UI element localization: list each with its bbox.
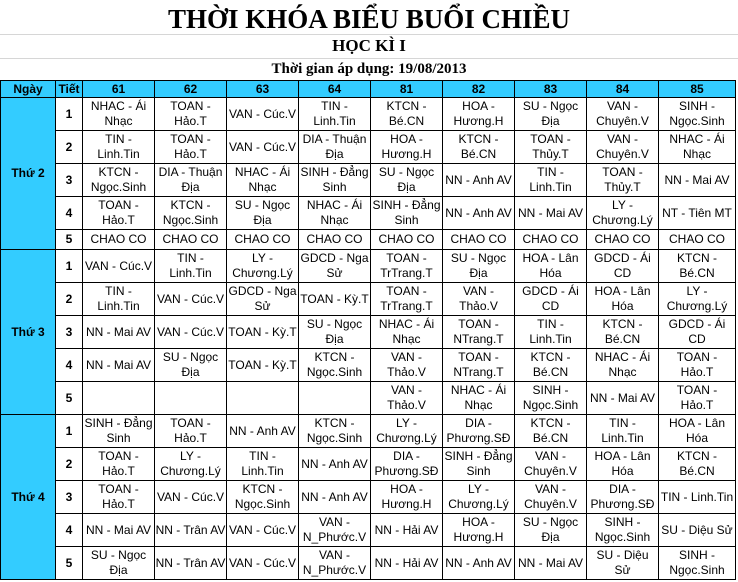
header-class[interactable]: 61 [83, 81, 155, 98]
header-class[interactable]: 62 [155, 81, 227, 98]
schedule-cell[interactable]: VAN - Cúc.V [155, 316, 227, 349]
schedule-cell[interactable]: CHAO CO [515, 230, 587, 250]
schedule-cell[interactable]: TOAN - NTrang.T [443, 316, 515, 349]
timetable-row [1, 98, 736, 131]
day-label[interactable]: Thứ 2 [1, 98, 56, 250]
schedule-cell[interactable]: NHAC - Ái Nhạc [299, 197, 371, 230]
schedule-cell[interactable]: SU - Ngọc Địa [227, 197, 299, 230]
timetable-row [1, 547, 736, 580]
schedule-cell[interactable]: GDCD - Ái CD [659, 316, 736, 349]
timetable-row [1, 230, 736, 250]
period-number[interactable]: 2 [56, 131, 83, 164]
schedule-cell[interactable]: TOAN - Kỳ.T [227, 349, 299, 382]
schedule-cell[interactable]: CHAO CO [227, 230, 299, 250]
schedule-cell[interactable] [299, 382, 371, 415]
header-day[interactable]: Ngày [1, 81, 56, 98]
timetable-row [1, 197, 736, 230]
schedule-cell[interactable]: VAN - Chuyên.V [587, 131, 659, 164]
schedule-cell[interactable]: VAN - Thảo.V [371, 349, 443, 382]
schedule-cell[interactable]: DIA - Thuận Địa [155, 164, 227, 197]
applied-date: Thời gian áp dụng: 19/08/2013 [271, 61, 467, 77]
schedule-cell[interactable]: CHAO CO [587, 230, 659, 250]
schedule-cell[interactable]: LY - Chương.Lý [155, 448, 227, 481]
schedule-cell[interactable]: TOAN - Hảo.T [659, 349, 736, 382]
schedule-cell[interactable]: KTCN - Ngọc.Sinh [83, 164, 155, 197]
schedule-cell[interactable]: TOAN - Hảo.T [155, 415, 227, 448]
header-row [1, 81, 736, 98]
schedule-cell[interactable]: TOAN - Hảo.T [155, 131, 227, 164]
header-class[interactable]: 81 [371, 81, 443, 98]
schedule-cell[interactable]: TOAN - Hảo.T [83, 448, 155, 481]
schedule-cell[interactable]: TIN - Linh.Tin [515, 164, 587, 197]
schedule-cell[interactable]: NN - Mai AV [83, 316, 155, 349]
schedule-cell[interactable]: HOA - Lân Hóa [587, 283, 659, 316]
schedule-cell[interactable]: SU - Ngọc Địa [155, 349, 227, 382]
schedule-cell[interactable]: KTCN - Ngọc.Sinh [299, 415, 371, 448]
schedule-cell[interactable]: SINH - Đẳng Sinh [371, 197, 443, 230]
schedule-cell[interactable]: LY - Chương.Lý [659, 283, 736, 316]
schedule-cell[interactable]: DIA - Phương.SĐ [371, 448, 443, 481]
schedule-cell[interactable]: TOAN - Thủy.T [515, 131, 587, 164]
timetable-row [1, 349, 736, 382]
page-title: THỜI KHÓA BIỂU BUỔI CHIỀU [167, 4, 571, 34]
schedule-cell[interactable]: TOAN - Kỳ.T [299, 283, 371, 316]
schedule-cell[interactable] [227, 382, 299, 415]
schedule-cell[interactable]: GDCD - Nga Sử [299, 250, 371, 283]
schedule-cell[interactable]: NN - Mai AV [515, 547, 587, 580]
schedule-cell[interactable]: CHAO CO [83, 230, 155, 250]
period-number[interactable]: 3 [56, 481, 83, 514]
schedule-cell[interactable]: NN - Anh AV [443, 547, 515, 580]
schedule-cell[interactable]: SU - Ngọc Địa [443, 250, 515, 283]
schedule-cell[interactable]: VAN - Cúc.V [227, 131, 299, 164]
schedule-cell[interactable]: CHAO CO [371, 230, 443, 250]
schedule-cell[interactable]: DIA - Phương.SĐ [443, 415, 515, 448]
schedule-cell[interactable]: KTCN - Bé.CN [515, 349, 587, 382]
schedule-cell[interactable]: NN - Anh AV [299, 448, 371, 481]
schedule-cell[interactable]: KTCN - Bé.CN [371, 98, 443, 131]
period-number[interactable]: 2 [56, 283, 83, 316]
schedule-cell[interactable]: LY - Chương.Lý [371, 415, 443, 448]
period-number[interactable]: 2 [56, 448, 83, 481]
schedule-cell[interactable] [83, 382, 155, 415]
timetable-row [1, 481, 736, 514]
schedule-cell[interactable]: TIN - Linh.Tin [515, 316, 587, 349]
schedule-cell[interactable]: SU - Ngọc Địa [515, 514, 587, 547]
header-class[interactable]: 83 [515, 81, 587, 98]
period-number[interactable]: 1 [56, 415, 83, 448]
schedule-cell[interactable]: TIN - Linh.Tin [83, 131, 155, 164]
schedule-cell[interactable]: TOAN - Thủy.T [587, 164, 659, 197]
day-label[interactable]: Thứ 4 [1, 415, 56, 580]
schedule-cell[interactable]: NN - Hải AV [371, 514, 443, 547]
schedule-cell[interactable]: TOAN - Hảo.T [155, 98, 227, 131]
schedule-cell[interactable]: KTCN - Ngọc.Sinh [227, 481, 299, 514]
period-number[interactable]: 5 [56, 230, 83, 250]
schedule-cell[interactable]: SU - Diệu Sử [659, 514, 736, 547]
schedule-cell[interactable]: DIA - Thuận Địa [299, 131, 371, 164]
schedule-cell[interactable]: VAN - Chuyên.V [515, 481, 587, 514]
period-number[interactable]: 1 [56, 98, 83, 131]
timetable-row [1, 131, 736, 164]
schedule-cell[interactable]: VAN - Cúc.V [227, 98, 299, 131]
schedule-cell[interactable]: TIN - Linh.Tin [227, 448, 299, 481]
semester-label: HỌC KÌ I [332, 36, 406, 55]
timetable-row [1, 382, 736, 415]
schedule-cell[interactable]: TOAN - Kỳ.T [227, 316, 299, 349]
period-number[interactable]: 4 [56, 197, 83, 230]
schedule-cell[interactable]: SU - Ngọc Địa [515, 98, 587, 131]
schedule-cell[interactable]: NN - Anh AV [227, 415, 299, 448]
schedule-cell[interactable]: SINH - Đẳng Sinh [83, 415, 155, 448]
schedule-cell[interactable]: VAN - Cúc.V [83, 250, 155, 283]
schedule-cell[interactable]: NN - Mai AV [587, 382, 659, 415]
schedule-cell[interactable]: NN - Anh AV [299, 481, 371, 514]
schedule-cell[interactable]: VAN - Cúc.V [155, 481, 227, 514]
header-class[interactable]: 82 [443, 81, 515, 98]
schedule-cell[interactable]: KTCN - Bé.CN [587, 316, 659, 349]
schedule-cell[interactable]: TOAN - Hảo.T [83, 197, 155, 230]
schedule-cell[interactable]: SU - Ngọc Địa [83, 547, 155, 580]
schedule-cell[interactable]: TIN - Linh.Tin [155, 250, 227, 283]
schedule-cell[interactable]: TOAN - Hảo.T [83, 481, 155, 514]
schedule-cell[interactable]: NN - Mai AV [83, 514, 155, 547]
schedule-cell[interactable]: VAN - Cúc.V [155, 283, 227, 316]
header-class[interactable]: 85 [659, 81, 736, 98]
day-label[interactable]: Thứ 3 [1, 250, 56, 415]
schedule-cell[interactable]: NN - Anh AV [443, 197, 515, 230]
schedule-cell[interactable]: GDCD - Nga Sử [227, 283, 299, 316]
schedule-cell[interactable]: NN - Mai AV [83, 349, 155, 382]
schedule-cell[interactable]: TIN - Linh.Tin [83, 283, 155, 316]
schedule-cell[interactable]: NN - Trân AV [155, 514, 227, 547]
schedule-cell[interactable]: NHAC - Ái Nhạc [83, 98, 155, 131]
timetable-row [1, 514, 736, 547]
schedule-cell[interactable]: VAN - N_Phước.V [299, 547, 371, 580]
schedule-cell[interactable]: NHAC - Ái Nhạc [587, 349, 659, 382]
schedule-cell[interactable]: NHAC - Ái Nhạc [659, 131, 736, 164]
timetable [0, 80, 736, 580]
schedule-cell[interactable]: NHAC - Ái Nhạc [371, 316, 443, 349]
timetable-row [1, 448, 736, 481]
schedule-cell[interactable]: VAN - Cúc.V [227, 547, 299, 580]
schedule-cell[interactable]: KTCN - Bé.CN [659, 250, 736, 283]
schedule-cell[interactable]: VAN - Chuyên.V [515, 448, 587, 481]
timetable-row [1, 164, 736, 197]
period-number[interactable]: 4 [56, 349, 83, 382]
timetable-row [1, 283, 736, 316]
schedule-cell[interactable]: TOAN - TrTrang.T [371, 250, 443, 283]
schedule-cell[interactable]: SU - Ngọc Địa [299, 316, 371, 349]
schedule-cell[interactable]: SU - Diệu Sử [587, 547, 659, 580]
schedule-cell[interactable]: VAN - Thảo.V [371, 382, 443, 415]
schedule-cell[interactable]: TOAN - Hảo.T [659, 382, 736, 415]
schedule-cell[interactable]: NHAC - Ái Nhạc [227, 164, 299, 197]
schedule-cell[interactable]: HOA - Lân Hóa [659, 415, 736, 448]
schedule-cell[interactable]: DIA - Phương.SĐ [587, 481, 659, 514]
period-number[interactable]: 5 [56, 382, 83, 415]
schedule-cell[interactable]: LY - Chương.Lý [443, 481, 515, 514]
schedule-cell[interactable]: TOAN - TrTrang.T [371, 283, 443, 316]
schedule-cell[interactable]: KTCN - Bé.CN [443, 131, 515, 164]
timetable-row [1, 415, 736, 448]
period-number[interactable]: 1 [56, 250, 83, 283]
schedule-cell[interactable] [155, 382, 227, 415]
schedule-cell[interactable]: HOA - Hương.H [443, 98, 515, 131]
schedule-cell[interactable]: TIN - Linh.Tin [659, 481, 736, 514]
schedule-cell[interactable]: CHAO CO [443, 230, 515, 250]
header-period[interactable]: Tiết [56, 81, 83, 98]
schedule-cell[interactable]: NN - Anh AV [443, 164, 515, 197]
period-number[interactable]: 4 [56, 514, 83, 547]
schedule-cell[interactable]: SINH - Ngọc.Sinh [515, 382, 587, 415]
schedule-cell[interactable]: TIN - Linh.Tin [299, 98, 371, 131]
schedule-cell[interactable]: SINH - Ngọc.Sinh [587, 514, 659, 547]
header-class[interactable]: 63 [227, 81, 299, 98]
schedule-cell[interactable]: NT - Tiên MT [659, 197, 736, 230]
schedule-cell[interactable]: NN - Mai AV [659, 164, 736, 197]
schedule-cell[interactable]: LY - Chương.Lý [587, 197, 659, 230]
period-number[interactable]: 3 [56, 164, 83, 197]
schedule-cell[interactable]: SINH - Ngọc.Sinh [659, 547, 736, 580]
schedule-cell[interactable]: KTCN - Ngọc.Sinh [299, 349, 371, 382]
schedule-cell[interactable]: TOAN - NTrang.T [443, 349, 515, 382]
schedule-cell[interactable]: VAN - Chuyên.V [587, 98, 659, 131]
schedule-cell[interactable]: VAN - N_Phước.V [299, 514, 371, 547]
period-number[interactable]: 5 [56, 547, 83, 580]
schedule-cell[interactable]: SINH - Đẳng Sinh [443, 448, 515, 481]
schedule-cell[interactable]: HOA - Lân Hóa [587, 448, 659, 481]
schedule-cell[interactable]: LY - Chương.Lý [227, 250, 299, 283]
schedule-cell[interactable]: GDCD - Ái CD [515, 283, 587, 316]
schedule-cell[interactable]: CHAO CO [659, 230, 736, 250]
schedule-cell[interactable]: NN - Mai AV [515, 197, 587, 230]
header-class[interactable]: 64 [299, 81, 371, 98]
schedule-cell[interactable]: HOA - Hương.H [371, 481, 443, 514]
schedule-cell[interactable]: SINH - Ngọc.Sinh [659, 98, 736, 131]
schedule-cell[interactable]: VAN - Cúc.V [227, 514, 299, 547]
schedule-cell[interactable]: NN - Trân AV [155, 547, 227, 580]
schedule-cell[interactable]: HOA - Lân Hóa [515, 250, 587, 283]
schedule-cell[interactable]: SINH - Đẳng Sinh [299, 164, 371, 197]
timetable-row [1, 250, 736, 283]
timetable-row [1, 316, 736, 349]
schedule-cell[interactable]: CHAO CO [155, 230, 227, 250]
schedule-cell[interactable]: SU - Ngọc Địa [371, 164, 443, 197]
schedule-cell[interactable]: VAN - Thảo.V [443, 283, 515, 316]
schedule-cell[interactable]: NN - Hải AV [371, 547, 443, 580]
schedule-cell[interactable]: KTCN - Bé.CN [659, 448, 736, 481]
schedule-cell[interactable]: GDCD - Ái CD [587, 250, 659, 283]
schedule-cell[interactable]: HOA - Hương.H [371, 131, 443, 164]
schedule-cell[interactable]: HOA - Hương.H [443, 514, 515, 547]
schedule-cell[interactable]: KTCN - Ngọc.Sinh [155, 197, 227, 230]
schedule-cell[interactable]: KTCN - Bé.CN [515, 415, 587, 448]
header-class[interactable]: 84 [587, 81, 659, 98]
schedule-cell[interactable]: TIN - Linh.Tin [587, 415, 659, 448]
period-number[interactable]: 3 [56, 316, 83, 349]
schedule-cell[interactable]: CHAO CO [299, 230, 371, 250]
schedule-cell[interactable]: NHAC - Ái Nhạc [443, 382, 515, 415]
